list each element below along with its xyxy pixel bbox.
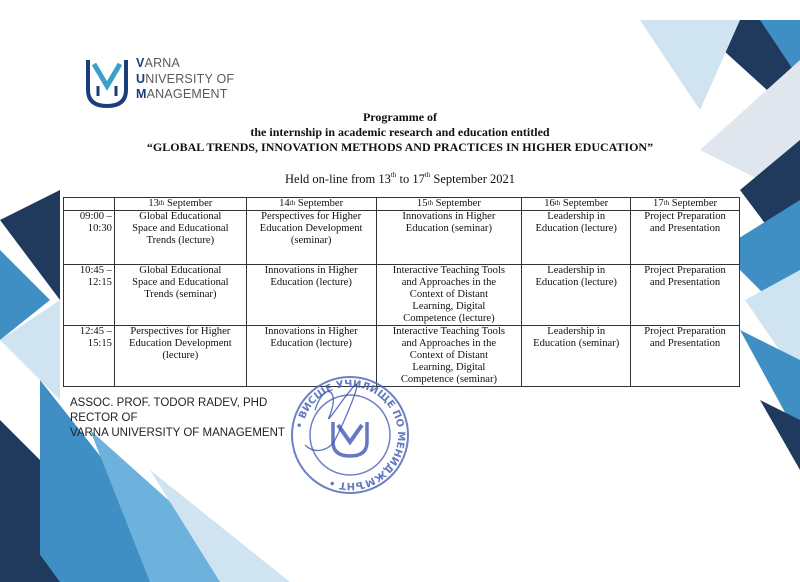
rector-title: RECTOR OF (70, 412, 138, 424)
time-slot-cell: 12:45 – 15:15 (64, 326, 115, 387)
svg-text:• ВИСШЕ УЧИЛИЩЕ ПО МЕНИДЖМЪНТ: • ВИСШЕ УЧИЛИЩЕ ПО МЕНИДЖМЪНТ • (294, 378, 407, 492)
session-cell: Innovations in Higher Education (lecture) (246, 265, 376, 326)
schedule-table (63, 197, 740, 387)
session-cell: Interactive Teaching Tools and Approaches in the Context of Distant Learning, Digital Competence (lecture) (376, 265, 522, 326)
session-cell: Project Preparation and Presentation (631, 265, 740, 326)
table-row (64, 265, 740, 326)
heading-line-2: the internship in academic research and education entitled (250, 125, 550, 139)
vum-logo-icon (84, 56, 130, 112)
time-slot-cell: 09:00 – 10:30 (64, 211, 115, 265)
heading-line-1: Programme of (362, 110, 438, 124)
university-name: VARNA UNIVERSITY OF MANAGEMENT (70, 427, 285, 439)
session-cell: Innovations in Higher Education (seminar) (376, 211, 522, 265)
session-cell: Global Educational Space and Educational Trends (lecture) (114, 211, 246, 265)
header-day-cell: 17th September (631, 198, 740, 211)
header-day-cell: 13th September (114, 198, 246, 211)
heading-line-3: “GLOBAL TRENDS, INNOVATION METHODS AND PRACTICES IN HIGHER EDUCATION” (146, 140, 654, 154)
table-row (64, 211, 740, 265)
time-slot-cell: 10:45 – 12:15 (64, 265, 115, 326)
header-time-cell (64, 198, 115, 211)
table-header-row (64, 198, 740, 211)
session-cell: Perspectives for Higher Education Development (lecture) (114, 326, 246, 387)
held-online-dates: Held on-line from 13th to 17th September 2021 (285, 171, 515, 186)
session-cell: Interactive Teaching Tools and Approaches in the Context of Distant Learning, Digital Competence (seminar) (376, 326, 522, 387)
session-cell: Leadership in Education (seminar) (522, 326, 631, 387)
signature-block (70, 396, 285, 441)
header-day-cell: 15th September (376, 198, 522, 211)
session-cell: Leadership in Education (lecture) (522, 265, 631, 326)
logo-wordmark: VARNA UNIVERSITY OF MANAGEMENT (136, 56, 235, 101)
session-cell: Global Educational Space and Educational Trends (seminar) (114, 265, 246, 326)
rector-name: ASSOC. PROF. TODOR RADEV, PHD (70, 397, 268, 409)
university-logo (84, 56, 244, 114)
session-cell: Leadership in Education (lecture) (522, 211, 631, 265)
session-cell: Perspectives for Higher Education Development (seminar) (246, 211, 376, 265)
university-stamp (285, 370, 415, 500)
session-cell: Project Preparation and Presentation (631, 211, 740, 265)
session-cell: Innovations in Higher Education (lecture) (246, 326, 376, 387)
session-cell: Project Preparation and Presentation (631, 326, 740, 387)
header-day-cell: 16th September (522, 198, 631, 211)
header-day-cell: 14th September (246, 198, 376, 211)
programme-heading (100, 110, 700, 155)
